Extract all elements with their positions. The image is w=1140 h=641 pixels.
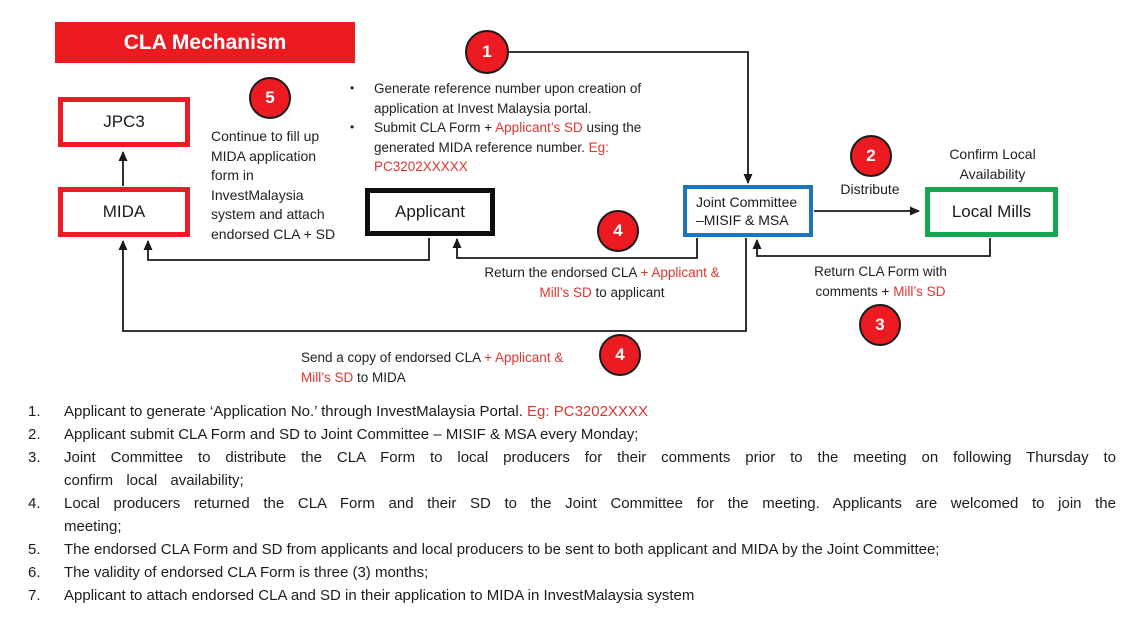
bullet-dot: •: [350, 120, 355, 134]
note-text: Joint Committee to distribute the CLA Form to local producers for their comments prior to the meeting on following Thursday to confirm local availability;: [64, 449, 1116, 489]
distribute-label: Distribute: [840, 181, 900, 197]
slide-title: CLA Mechanism: [123, 30, 287, 54]
note-number: 3.: [28, 449, 41, 466]
jpc3-label: JPC3: [103, 112, 145, 131]
note-item-4: [28, 492, 1116, 538]
step5-badge: [249, 77, 291, 119]
note-item-7: [28, 584, 1116, 607]
note-item-6: [28, 561, 1116, 584]
step4-return-badge: [597, 210, 639, 252]
confirm-local-availability-label: Confirm Local Availability: [949, 146, 1036, 182]
step1-badge: [465, 30, 509, 74]
title-banner: [55, 22, 355, 63]
step2-number: 2: [866, 146, 876, 165]
step4-copy-number: 4: [615, 345, 625, 364]
step2-badge: [850, 135, 892, 177]
bullet-text: Generate reference number upon creation of application at Invest Malaysia portal.: [374, 81, 642, 116]
step5-number: 5: [265, 88, 275, 107]
local-mills-label: Local Mills: [951, 202, 1032, 221]
joint-committee-label-line1: Joint Committee: [696, 193, 798, 210]
bullet-text: Submit CLA Form + Applicant’s SD using the generated MIDA reference number. Eg: PC3202XXXXX: [374, 120, 642, 174]
send-copy-label: Send a copy of endorsed CLA + Applicant & Mill’s SD to MIDA: [301, 350, 564, 385]
step3-badge: [859, 304, 901, 346]
note-number: 6.: [28, 564, 41, 581]
note-item-2: [28, 423, 1116, 446]
note-text: The validity of endorsed CLA Form is three (3) months;: [64, 564, 429, 581]
arrow-local-mills-to-jc: [757, 238, 990, 256]
return-endorsed-cla-label: Return the endorsed CLA + Applicant & Mill’s SD to applicant: [484, 265, 720, 300]
step5-note: Continue to fill up MIDA application form in InvestMalaysia system and attach endorsed CLA + SD: [211, 128, 336, 242]
note-number: 2.: [28, 426, 41, 443]
return-cla-form-label: Return CLA Form with comments + Mill’s SD: [814, 264, 947, 299]
note-number: 5.: [28, 541, 41, 558]
step1-number: 1: [482, 42, 492, 61]
applicant-box: [365, 188, 495, 236]
step4-return-number: 4: [613, 221, 623, 240]
applicant-label: Applicant: [395, 202, 465, 221]
bullet-generate-reference: [350, 79, 652, 118]
note-text: Applicant to generate ‘Application No.’ through InvestMalaysia Portal. Eg: PC3202XXXX: [64, 403, 648, 420]
jpc3-box: [58, 97, 190, 147]
note-number: 7.: [28, 587, 41, 604]
note-text: Applicant to attach endorsed CLA and SD in their application to MIDA in InvestMalaysia system: [64, 587, 695, 604]
step1-bullet-list: [350, 79, 652, 177]
note-text: Local producers returned the CLA Form and their SD to the Joint Committee for the meeting. Applicants are welcomed to join the meeting;: [64, 495, 1116, 535]
joint-committee-box: [683, 185, 813, 237]
bullet-submit-cla: [350, 118, 652, 177]
note-number: 1.: [28, 403, 41, 420]
note-text: The endorsed CLA Form and SD from applicants and local producers to be sent to both applicant and MIDA by the Joint Committee;: [64, 541, 940, 558]
joint-committee-label-line2: –MISIF & MSA: [696, 212, 789, 228]
step4-copy-badge: [599, 334, 641, 376]
note-text: Applicant submit CLA Form and SD to Joint Committee – MISIF & MSA every Monday;: [64, 426, 639, 443]
step3-number: 3: [875, 315, 885, 334]
local-mills-box: [925, 187, 1058, 237]
bullet-dot: •: [350, 81, 355, 95]
mida-box: [58, 187, 190, 237]
mida-label: MIDA: [102, 202, 146, 221]
process-notes-list: [28, 400, 1116, 607]
note-number: 4.: [28, 495, 41, 512]
arrow-jc-to-applicant: [457, 238, 697, 258]
note-item-3: [28, 446, 1116, 492]
note-item-1: [28, 400, 1116, 423]
note-item-5: [28, 538, 1116, 561]
